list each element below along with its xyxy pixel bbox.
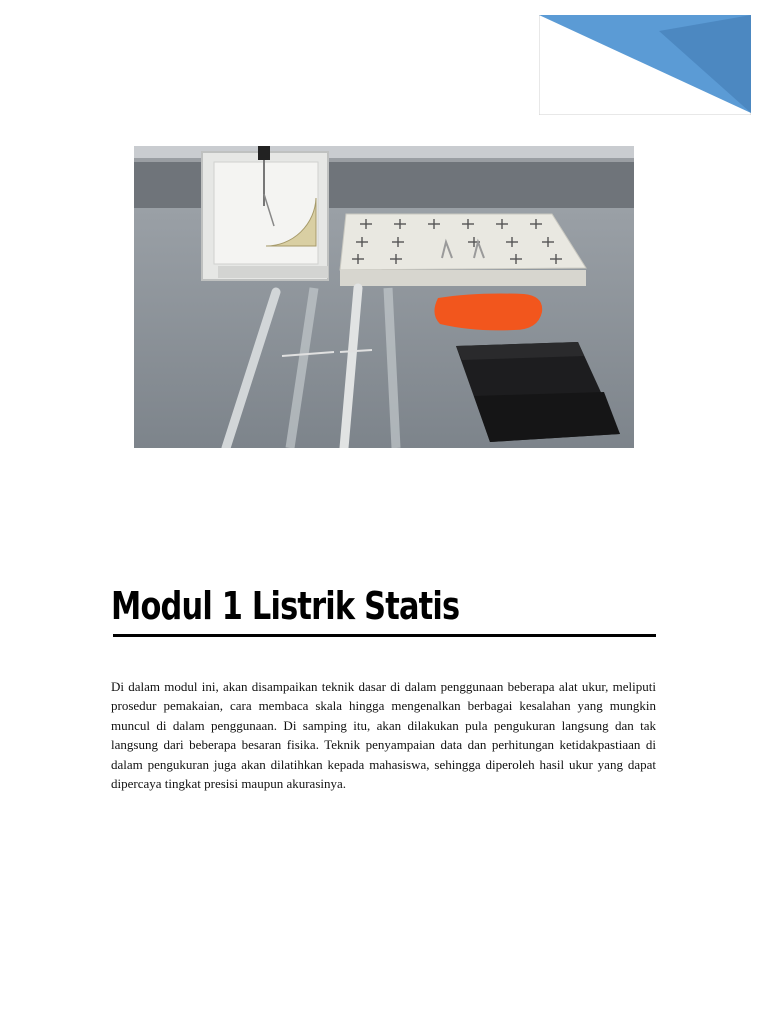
- title-underline: [113, 634, 656, 637]
- module-title: Modul 1 Listrik Statis: [111, 584, 460, 628]
- lab-equipment-photo: [134, 146, 634, 448]
- electroscope: [202, 146, 328, 280]
- module-description: Di dalam modul ini, akan disampaikan teknik dasar di dalam penggunaan beberapa alat ukur, meliputi prosedur pemakaian, cara membaca skala hingga mengenalkan berbagai kesalahan yang mungkin muncul di dalam penggunaan. Di samping itu, akan dilakukan pula pengukuran langsung dan tak langsung dari beberapa besaran fisika. Teknik penyampaian data dan perhitungan ketidakpastiaan di dalam pengukuran juga akan dilatihkan kepada mahasiswa, sehingga diperoleh hasil ukur yang dapat dipercaya tingkat presisi maupun akurasinya.: [111, 679, 656, 792]
- orange-glove: [434, 294, 542, 331]
- pegboard: [340, 214, 586, 286]
- corner-decoration: [539, 15, 751, 115]
